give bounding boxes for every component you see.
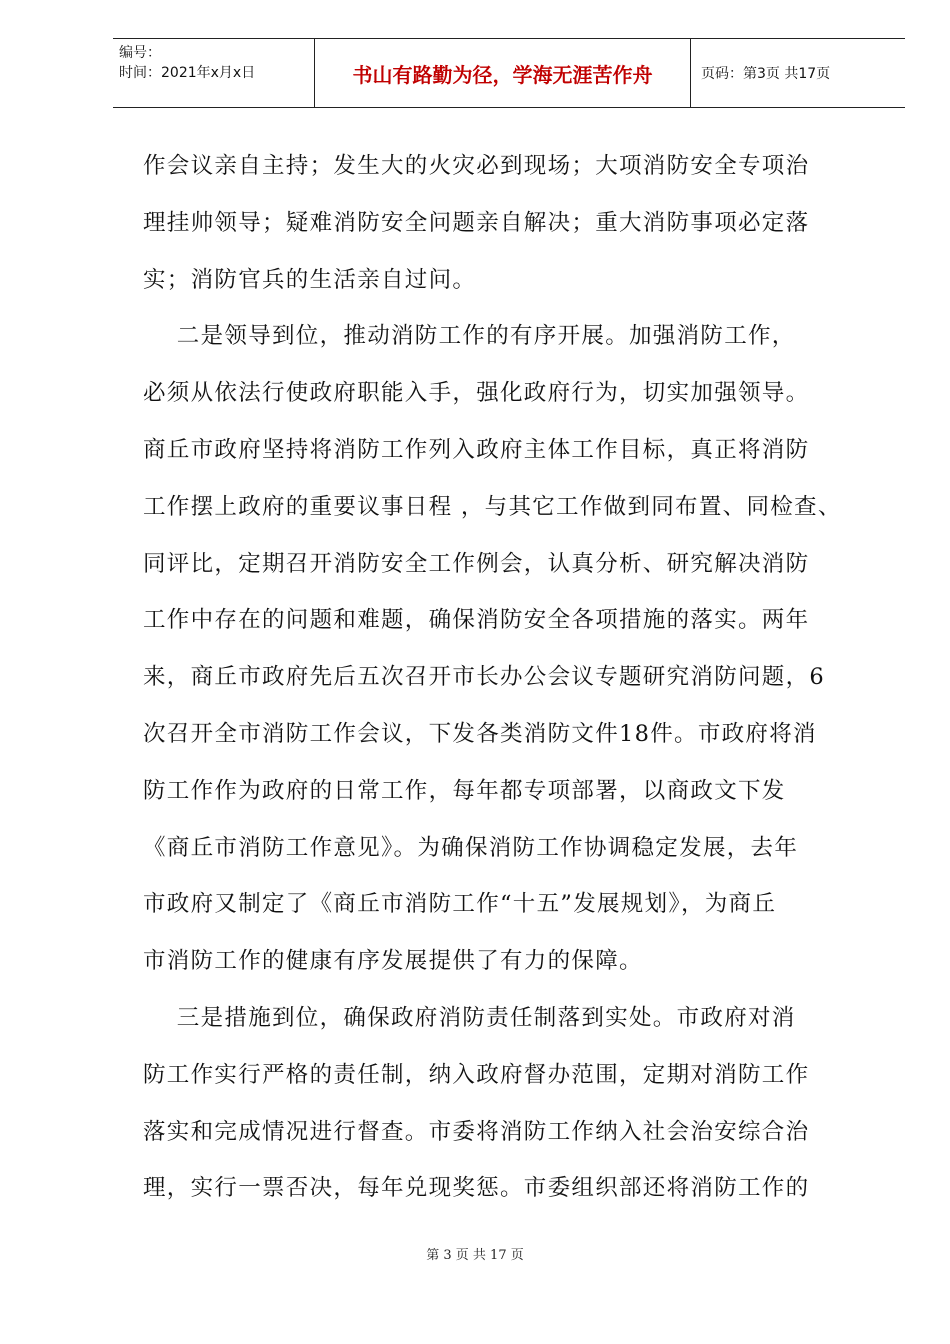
body-line: 商丘市政府坚持将消防工作列入政府主体工作目标，真正将消防: [143, 436, 810, 463]
document-header: [113, 38, 905, 108]
body-line: 作会议亲自主持；发生大的火灾必到现场；大项消防安全专项治: [143, 153, 810, 179]
body-line: 来，商丘市政府先后五次召开市长办公会议专题研究消防问题，6: [143, 664, 826, 691]
body-line: 实；消防官兵的生活亲自过问。: [143, 266, 477, 293]
body-line: 市消防工作的健康有序发展提供了有力的保障。: [143, 948, 643, 975]
header-meta: [113, 39, 315, 107]
body-line: 理挂帅领导；疑难消防安全问题亲自解决；重大消防事项必定落: [143, 209, 810, 236]
serial-number-label: 编号：: [119, 45, 161, 61]
body-line: 防工作实行严格的责任制，纳入政府督办范围，定期对消防工作: [143, 1061, 810, 1088]
body-line: 工作中存在的问题和难题，确保消防安全各项措施的落实。两年: [143, 607, 810, 634]
body-line: 《商丘市消防工作意见》。为确保消防工作协调稳定发展，去年: [143, 834, 799, 861]
body-line: 工作摆上政府的重要议事日程 ，与其它工作做到同布置、同检查、: [143, 493, 842, 520]
header-page-info: 页码：第3页 共17页: [701, 66, 831, 82]
body-line: 二是领导到位，推动消防工作的有序开展。加强消防工作，: [143, 323, 796, 350]
header-motto: 书山有路勤为径，学海无涯苦作舟: [315, 39, 691, 107]
document-body: [143, 138, 863, 1217]
body-line: 落实和完成情况进行督查。市委将消防工作纳入社会治安综合治: [143, 1118, 810, 1145]
body-line: 次召开全市消防工作会议，下发各类消防文件18件。市政府将消: [143, 720, 817, 747]
date-label: 时间：2021年x月x日: [119, 65, 256, 81]
body-line: 理，实行一票否决，每年兑现奖惩。市委组织部还将消防工作的: [143, 1175, 810, 1202]
body-line: 防工作作为政府的日常工作，每年都专项部署，以商政文下发: [143, 777, 786, 804]
body-line: 市政府又制定了《商丘市消防工作“十五”发展规划》，为商丘: [143, 891, 777, 918]
body-line: 三是措施到位，确保政府消防责任制落到实处。市政府对消: [143, 1004, 796, 1031]
body-line: 必须从依法行使政府职能入手，强化政府行为，切实加强领导。: [143, 380, 810, 407]
page-footer: 第 3 页 共 17 页: [426, 1248, 524, 1263]
body-line: 同评比，定期召开消防安全工作例会，认真分析、研究解决消防: [143, 550, 810, 577]
